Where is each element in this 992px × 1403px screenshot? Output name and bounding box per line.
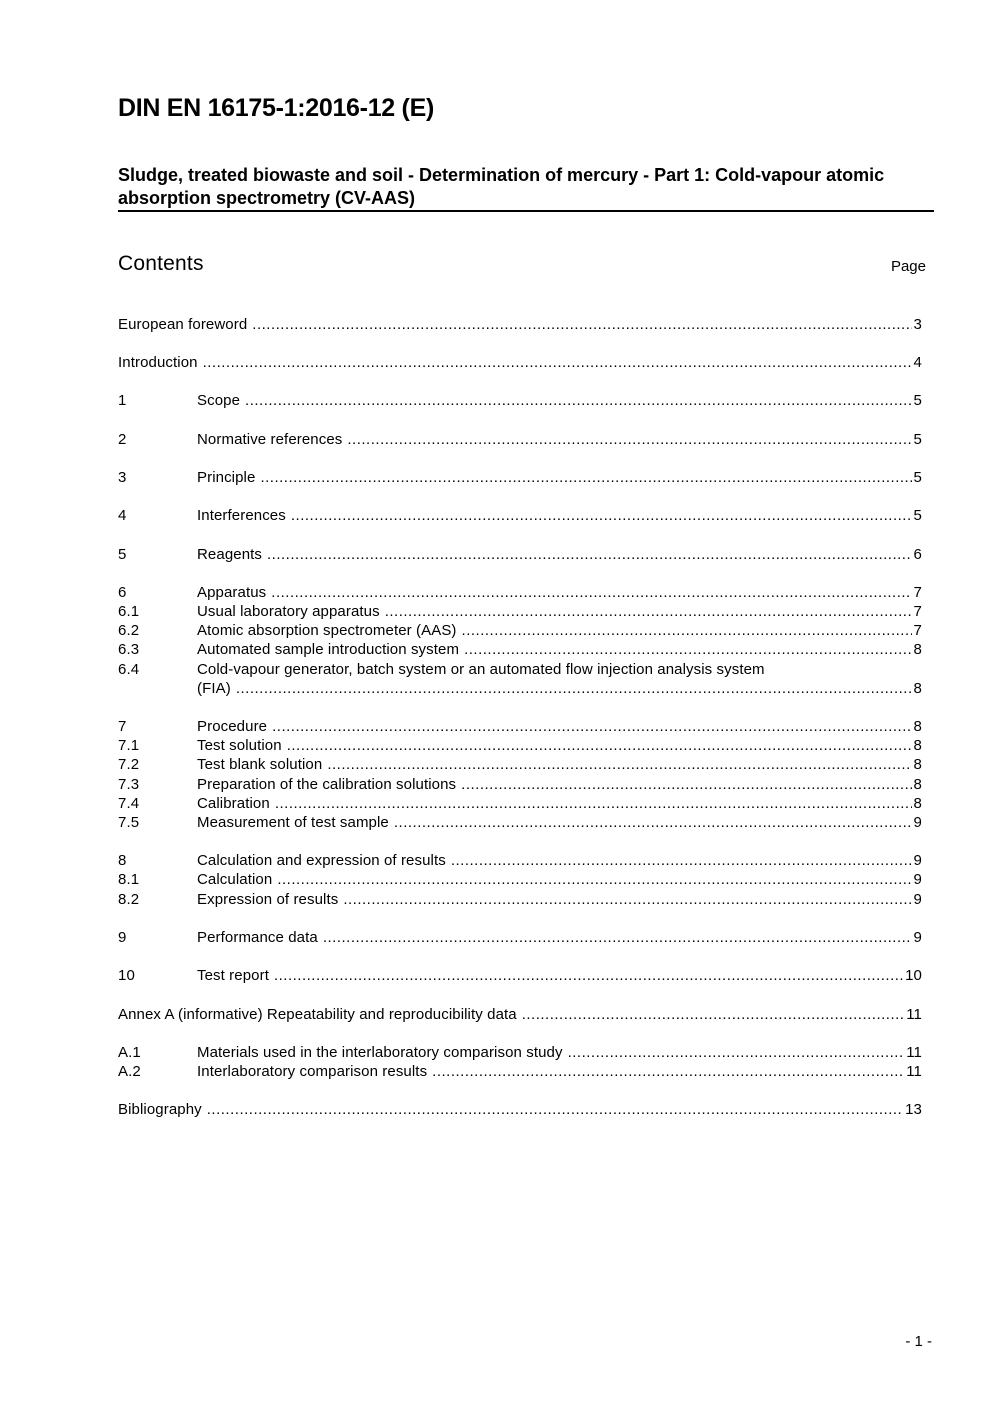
toc-page: 8 [913,718,922,735]
toc-entry-a-2[interactable] [118,1062,922,1081]
toc-page: 9 [913,891,922,908]
toc-leader [274,966,903,985]
toc-number: 8.2 [118,891,140,908]
toc-number: 6.1 [118,603,140,620]
toc-entry-1[interactable] [118,391,922,410]
toc-page: 11 [906,1063,922,1080]
toc-leader [385,602,912,621]
toc-entry-european-foreword[interactable] [118,315,922,334]
toc-leader [323,928,912,947]
toc-leader [394,813,912,832]
toc-page: 7 [913,622,922,639]
toc-number: 7.1 [118,737,140,754]
toc-title: Normative references [197,431,343,448]
toc-leader [236,679,912,698]
toc-number: 6.2 [118,622,140,639]
toc-title: Calculation and expression of results [197,852,446,869]
toc-page: 5 [913,469,922,486]
toc-number: 8.1 [118,871,140,888]
toc-page: 5 [913,507,922,524]
toc-page: 8 [913,756,922,773]
toc-number: A.2 [118,1063,141,1080]
toc-leader [464,640,911,659]
toc-entry-10[interactable] [118,966,922,985]
toc-title: Automated sample introduction system [197,641,460,658]
toc-entry-8[interactable] [118,851,922,870]
toc-title: Annex A (informative) Repeatability and reproducibility data [118,1006,517,1023]
toc-title: Interferences [197,507,286,524]
toc-page: 11 [906,1044,922,1061]
toc-page: 5 [913,392,922,409]
page-number: - 1 - [905,1333,932,1350]
toc-entry-7-3[interactable] [118,775,922,794]
toc-leader [568,1043,905,1062]
toc-entry-introduction[interactable] [118,353,922,372]
toc-page: 6 [913,546,922,563]
toc-page: 13 [905,1101,922,1118]
toc-leader [271,583,911,602]
toc-entry-3[interactable] [118,468,922,487]
toc-entry-annex-a[interactable] [118,1005,922,1024]
toc-page: 11 [906,1006,922,1023]
toc-entry-7-5[interactable] [118,813,922,832]
toc-leader [272,717,911,736]
toc-number: 7.4 [118,795,140,812]
toc-page: 9 [913,871,922,888]
toc-entry-6-4-continued[interactable] [118,679,922,698]
toc-title: Test solution [197,737,282,754]
toc-title: Usual laboratory apparatus [197,603,380,620]
toc-title: Cold-vapour generator, batch system or an automated flow injection analysis system [197,661,765,678]
toc-leader [522,1005,905,1024]
toc-number: 8 [118,852,127,869]
toc-leader [277,870,911,889]
toc-leader [432,1062,904,1081]
toc-entry-9[interactable] [118,928,922,947]
toc-title: European foreword [118,316,248,333]
toc-title: Materials used in the interlaboratory comparison study [197,1044,563,1061]
toc-entry-6-4[interactable] [118,660,922,679]
toc-number: 9 [118,929,127,946]
toc-leader [267,545,912,564]
toc-page: 3 [913,316,922,333]
toc-title: Calibration [197,795,270,812]
toc-page: 8 [913,795,922,812]
title-underline [118,210,934,212]
page-column-heading: Page [890,258,926,275]
toc-number: 7 [118,718,127,735]
toc-title: Measurement of test sample [197,814,389,831]
toc-entry-7-4[interactable] [118,794,922,813]
toc-leader [343,890,911,909]
toc-leader [275,794,912,813]
toc-page: 10 [905,967,922,984]
toc-title-continued: (FIA) [197,680,231,697]
toc-entry-6-1[interactable] [118,602,922,621]
toc-title: Principle [197,469,256,486]
toc-leader [462,621,912,640]
toc-title: Procedure [197,718,268,735]
toc-entry-2[interactable] [118,430,922,449]
toc-number: 7.5 [118,814,140,831]
toc-title: Performance data [197,929,318,946]
toc-leader [327,755,911,774]
toc-title: Reagents [197,546,263,563]
toc-entry-7-2[interactable] [118,755,922,774]
toc-entry-8-1[interactable] [118,870,922,889]
toc-number: 6.3 [118,641,140,658]
toc-entry-5[interactable] [118,545,922,564]
toc-page: 9 [913,929,922,946]
toc-title: Scope [197,392,241,409]
toc-leader [252,315,911,334]
toc-number: 2 [118,431,127,448]
toc-title: Preparation of the calibration solutions [197,776,457,793]
toc-entry-4[interactable] [118,506,922,525]
toc-leader [287,736,912,755]
toc-entry-a-1[interactable] [118,1043,922,1062]
toc-title: Interlaboratory comparison results [197,1063,428,1080]
contents-heading: Contents [118,252,204,275]
toc-entry-7-1[interactable] [118,736,922,755]
toc-title: Calculation [197,871,273,888]
toc-page: 8 [913,776,922,793]
toc-title: Atomic absorption spectrometer (AAS) [197,622,457,639]
toc-number: 5 [118,546,127,563]
toc-page: 7 [913,584,922,601]
toc-leader [260,468,911,487]
toc-title: Bibliography [118,1101,202,1118]
toc-page: 8 [913,737,922,754]
toc-page: 7 [913,603,922,620]
toc-entry-6-2[interactable] [118,621,922,640]
toc-page: 5 [913,431,922,448]
toc-title: Introduction [118,354,198,371]
toc-title: Apparatus [197,584,267,601]
toc-leader [347,430,911,449]
toc-page: 9 [913,814,922,831]
toc-entry-6[interactable] [118,583,922,602]
toc-number: A.1 [118,1044,141,1061]
toc-page: 4 [913,354,922,371]
toc-page: 9 [913,852,922,869]
toc-leader [203,353,912,372]
toc-title: Test blank solution [197,756,323,773]
toc-number: 4 [118,507,127,524]
toc-leader [451,851,912,870]
toc-title: Test report [197,967,269,984]
toc-title: Expression of results [197,891,339,908]
toc-number: 7.3 [118,776,140,793]
toc-leader [245,391,912,410]
toc-entry-8-2[interactable] [118,890,922,909]
toc-page: 8 [913,680,922,697]
toc-number: 7.2 [118,756,140,773]
toc-number: 6.4 [118,661,140,678]
toc-number: 1 [118,392,127,409]
toc-page: 8 [913,641,922,658]
toc-entry-7[interactable] [118,717,922,736]
document-id: DIN EN 16175-1:2016-12 (E) [118,94,434,122]
toc-number: 3 [118,469,127,486]
toc-entry-bibliography[interactable] [118,1100,922,1119]
toc-entry-6-3[interactable] [118,640,922,659]
toc-leader [207,1100,903,1119]
toc-number: 6 [118,584,127,601]
toc-number: 10 [118,967,135,984]
toc-leader [461,775,911,794]
document-title: Sludge, treated biowaste and soil - Determination of mercury - Part 1: Cold-vapour atomic absorption spectrometry (CV-AAS) [118,165,885,208]
toc-leader [291,506,912,525]
